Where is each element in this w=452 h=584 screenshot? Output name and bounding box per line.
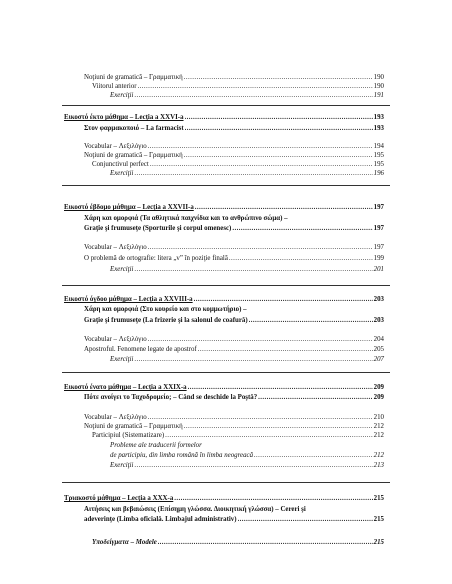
toc-entry <box>110 451 384 460</box>
toc-entry-title-line: Αιτήσεις και βεβαιώσεις (Επίσημη γλώσσα. Διοικητική γλώσσα) – Cereri şi <box>84 506 306 513</box>
toc-leader-dots <box>194 295 373 304</box>
toc-entry <box>64 383 384 392</box>
toc-leader-dots <box>258 393 372 402</box>
toc-entry-title: Graţie şi frumuseţe (La frizerie şi la salonul de coafură) <box>84 317 248 324</box>
toc-entry-title: adeverinţe (Limba oficială. Limbajul administrativ) <box>84 516 237 523</box>
toc-entry <box>84 345 384 354</box>
toc-leader-dots <box>184 422 373 431</box>
toc-entry-page: 212 <box>373 452 384 459</box>
toc-entry <box>92 538 384 547</box>
toc-entry-title: Noţiuni de gramatică – Γραμματική <box>84 74 183 81</box>
toc-entry-title: Στον φαρμακοποιό – La farmacist <box>84 125 184 132</box>
toc-entry-title: Viitorul anterior <box>92 83 137 90</box>
toc-entry <box>110 461 384 470</box>
toc-entry-title: Noţiuni de gramatică – Γραμματική <box>84 152 183 159</box>
toc-entry-title: Vocabular – Λεξιλόγιο <box>84 336 147 343</box>
section-divider <box>62 372 390 373</box>
toc-entry <box>64 113 384 122</box>
toc-leader-dots <box>198 345 373 354</box>
toc-leader-dots <box>148 413 373 422</box>
toc-leader-dots <box>238 515 373 524</box>
toc-entry-title: Exerciţii <box>110 266 134 273</box>
toc-leader-dots <box>158 538 373 547</box>
toc-entry <box>84 142 384 151</box>
toc-entry-title: Graţie şi frumuseţe (Sporturile şi corpul omenesc) <box>84 225 232 232</box>
toc-entry-page: 197 <box>373 225 384 232</box>
toc-leader-dots <box>249 316 373 325</box>
toc-entry-title: Conjunctivul perfect <box>92 161 149 168</box>
toc-leader-dots <box>134 265 372 274</box>
toc-entry-title: Εικοστό έβδομο μάθημα – Lecţia a XXVII-a <box>64 204 194 211</box>
toc-entry-page: 193 <box>373 114 384 121</box>
toc-entry-page: 196 <box>373 170 384 177</box>
toc-entry-page: 209 <box>373 384 384 391</box>
toc-entry-title: Εικοστό ένατο μάθημα – Lecţia a XXIX-a <box>64 384 187 391</box>
toc-entry-title: Vocabular – Λεξιλόγιο <box>84 244 147 251</box>
toc-leader-dots <box>174 494 372 503</box>
toc-entry <box>64 295 384 304</box>
toc-entry-page: 197 <box>373 244 384 251</box>
toc-entry-page: 190 <box>373 74 384 81</box>
toc-entry-page: 193 <box>373 125 384 132</box>
toc-leader-dots <box>254 451 373 460</box>
toc-entry <box>110 169 384 178</box>
toc-entry-title: O problemă de ortografie: litera „v” în poziţie finală <box>84 255 228 262</box>
toc-leader-dots <box>134 169 372 178</box>
toc-leader-dots <box>150 160 373 169</box>
toc-entry <box>84 422 384 431</box>
toc-entry-page: 195 <box>373 161 384 168</box>
toc-entry-page: 212 <box>373 423 384 430</box>
toc-leader-dots <box>229 254 373 263</box>
toc-entry-title: Participiul (Sistematizare) <box>92 432 165 439</box>
toc-entry <box>110 91 384 100</box>
toc-entry-page: 205 <box>373 346 384 353</box>
toc-leader-dots <box>188 383 373 392</box>
toc-entry-page: 207 <box>373 356 384 363</box>
toc-leader-dots <box>165 431 373 440</box>
toc-entry <box>84 393 384 402</box>
toc-entry-title: Εικοστό όγδοο μάθημα – Lecţia a XXVIII-a <box>64 296 193 303</box>
toc-leader-dots <box>232 224 372 233</box>
toc-entry <box>64 494 384 503</box>
toc-entry-page: 203 <box>373 296 384 303</box>
toc-entry <box>84 316 384 325</box>
toc-entry-title: Exerciţii <box>110 356 134 363</box>
toc-entry-title: Exerciţii <box>110 462 134 469</box>
toc-entry-page: 215 <box>373 516 384 523</box>
toc-leader-dots <box>185 113 373 122</box>
toc-entry-title: de participiu, din limba română în limba neogreacă <box>110 452 254 459</box>
toc-entry <box>92 431 384 440</box>
toc-entry-page: 197 <box>373 204 384 211</box>
toc-entry-page: 213 <box>373 462 384 469</box>
toc-leader-dots <box>134 91 372 100</box>
toc-entry-page: 199 <box>373 255 384 262</box>
toc-entry-page: 201 <box>373 266 384 273</box>
section-divider <box>62 185 390 186</box>
toc-entry-page: 191 <box>373 92 384 99</box>
toc-entry <box>84 243 384 252</box>
toc-leader-dots <box>184 151 373 160</box>
toc-entry-page: 215 <box>373 495 384 502</box>
toc-entry-title: Υποδείγματα – Modele <box>92 539 157 546</box>
toc-entry-title-line: Χάρη και ομορφιά (Τα αθλητικά παιχνίδια και το ανθρώπινο σώμα) – <box>84 215 288 222</box>
toc-leader-dots <box>134 355 372 364</box>
toc-entry-page: 194 <box>373 143 384 150</box>
toc-entry <box>92 160 384 169</box>
toc-entry-page: 212 <box>373 432 384 439</box>
toc-entry-title: Vocabular – Λεξιλόγιο <box>84 143 147 150</box>
toc-entry <box>84 124 384 133</box>
toc-entry <box>84 224 384 233</box>
toc-entry-page: 195 <box>373 152 384 159</box>
toc-entry <box>84 151 384 160</box>
toc-entry <box>84 515 384 524</box>
section-divider <box>62 482 390 483</box>
toc-entry-title-line: Χάρη και ομορφιά (Στο κουρείο και στο κομμωτήριο) – <box>84 306 247 313</box>
toc-entry-title: Τριακοστό μάθημα – Lecţia a XXX-a <box>64 495 174 502</box>
toc-entry <box>84 413 384 422</box>
toc-entry <box>92 82 384 91</box>
section-divider <box>62 285 390 286</box>
toc-leader-dots <box>134 461 372 470</box>
toc-entry <box>64 203 384 212</box>
toc-entry-title-line: Probleme ale traducerii formelor <box>110 442 202 449</box>
toc-entry-page: 210 <box>373 414 384 421</box>
toc-leader-dots <box>184 73 373 82</box>
toc-entry <box>110 355 384 364</box>
toc-leader-dots <box>148 335 373 344</box>
toc-entry-page: 204 <box>373 336 384 343</box>
toc-entry-title: Apostroful. Fenomene legate de apostrof <box>84 346 197 353</box>
toc-leader-dots <box>138 82 373 91</box>
toc-leader-dots <box>195 203 373 212</box>
toc-entry-title: Exerciţii <box>110 170 134 177</box>
toc-entry-title: Vocabular – Λεξιλόγιο <box>84 414 147 421</box>
toc-entry-page: 209 <box>373 394 384 401</box>
toc-leader-dots <box>148 243 373 252</box>
toc-entry <box>84 254 384 263</box>
toc-entry <box>84 73 384 82</box>
toc-entry-title: Πότε ανοίγει το Ταχυδρομείο; – Când se deschide la Poştă? <box>84 394 258 401</box>
toc-leader-dots <box>185 124 373 133</box>
toc-entry-page: 190 <box>373 83 384 90</box>
toc-entry-title: Noţiuni de gramatică – Γραμματική <box>84 423 183 430</box>
toc-leader-dots <box>148 142 373 151</box>
section-divider <box>62 105 390 106</box>
toc-entry-page: 203 <box>373 317 384 324</box>
toc-entry <box>84 335 384 344</box>
toc-entry-page: 215 <box>373 539 384 546</box>
toc-entry-title: Εικοστό έκτο μάθημα – Lecţia a XXVI-a <box>64 114 184 121</box>
toc-entry <box>110 265 384 274</box>
toc-entry-title: Exerciţii <box>110 92 134 99</box>
